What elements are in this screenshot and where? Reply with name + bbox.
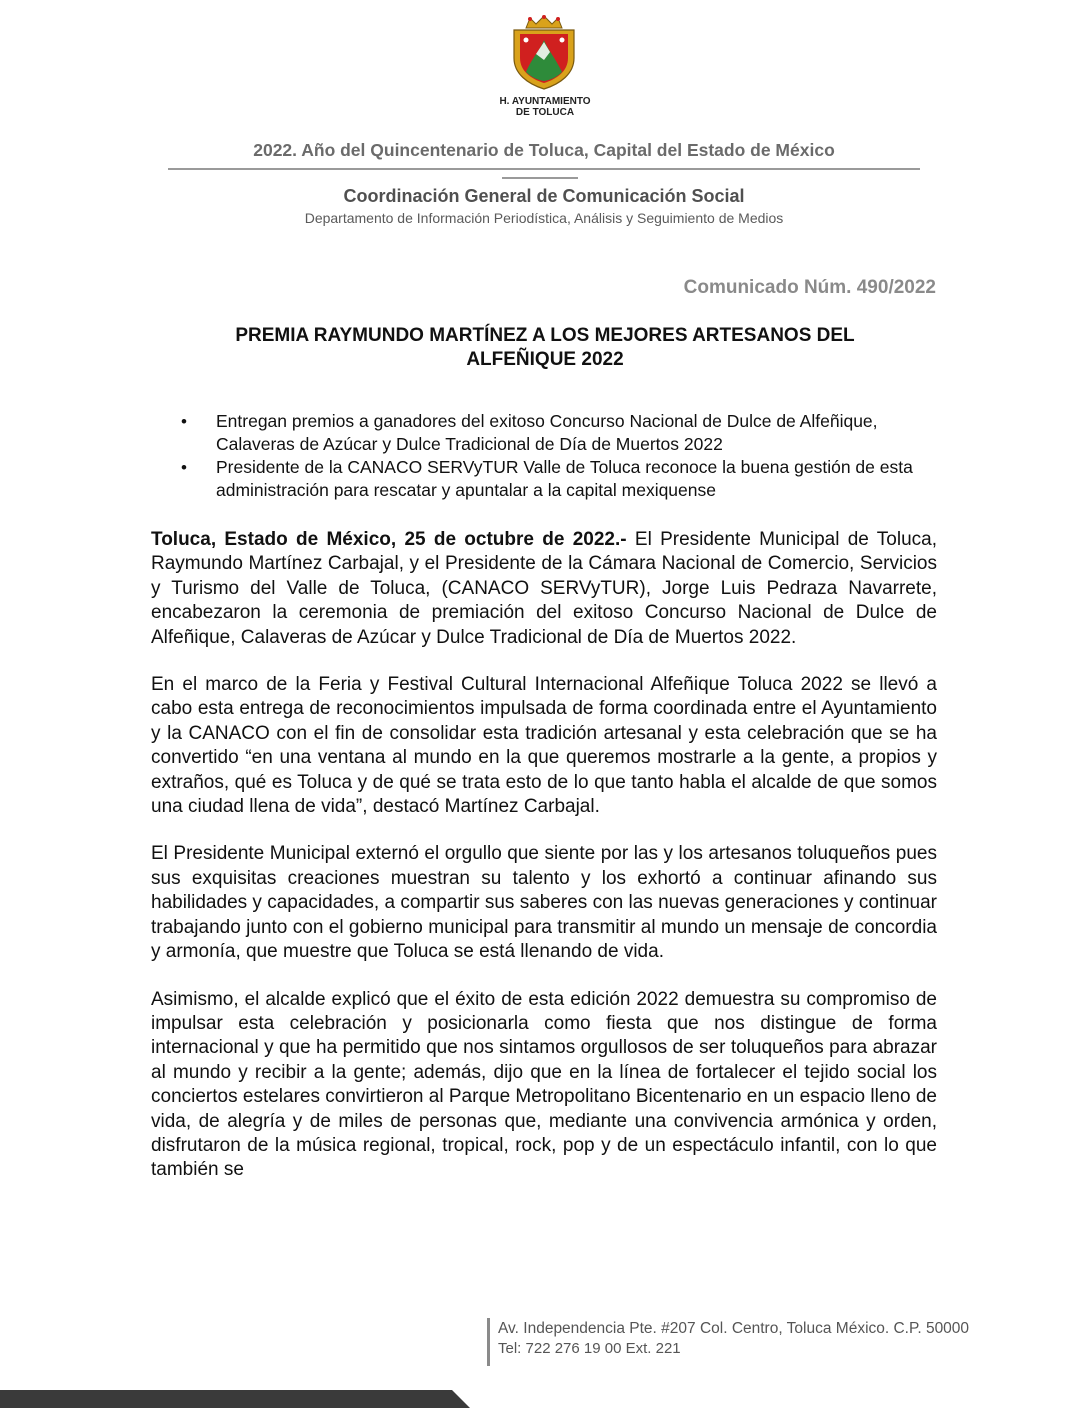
- header-divider: [168, 168, 920, 170]
- bullet-item: [178, 456, 938, 502]
- department-subtitle: Departamento de Información Periodística, Análisis y Seguimiento de Medios: [304, 210, 784, 226]
- crest-caption-line1: H. AYUNTAMIENTO: [499, 96, 591, 107]
- article-body: [151, 528, 937, 1206]
- footer-phone: Tel: 722 276 19 00 Ext. 221: [498, 1340, 681, 1357]
- bullet-icon: •: [181, 412, 187, 431]
- coordination-title: Coordinación General de Comunicación Social: [343, 186, 745, 206]
- footer-divider: [487, 1318, 490, 1366]
- paragraph-2: En el marco de la Feria y Festival Cultural Internacional Alfeñique Toluca 2022 se llevó a cabo esta entrega de reconocimientos impulsada de forma coordinada entre el Ayuntamiento y la CANACO con el fin de consolidar esta tradición artesanal y esta celebración que se ha convertido “en una ventana al mundo en la que queremos mostrarle a la gente, a propios y extraños, qué es Toluca y de qué se trata esto de lo que tanto habla el alcalde de que somos una ciudad llena de vida”, destacó Martínez Carbajal.: [151, 674, 937, 818]
- dateline: Toluca, Estado de México, 25 de octubre de 2022.-: [151, 529, 627, 550]
- footer-band: [0, 1388, 470, 1408]
- crest-caption-line2: DE TOLUCA: [515, 107, 575, 118]
- toluca-crest-logo: [504, 14, 584, 90]
- bullet-text: Presidente de la CANACO SERVyTUR Valle de Toluca reconoce la buena gestión de esta administración para rescatar y apuntalar a la capital mexiquense: [216, 457, 913, 500]
- paragraph-1-text: El Presidente Municipal de Toluca, Raymundo Martínez Carbajal, y el Presidente de la Cámara Nacional de Comercio, Servicios y Turismo del Valle de Toluca, (CANACO SERVyTUR), Jorge Luis Pedraza Navarrete, encabezaron la ceremonia de premiación del exitoso Concurso Nacional de Dulce de Alfeñique, Calaveras de Azúcar y Dulce Tradicional de Día de Muertos 2022.: [151, 529, 937, 648]
- year-motto: 2022. Año del Quincentenario de Toluca, Capital del Estado de México: [253, 140, 835, 160]
- bullet-text: Entregan premios a ganadores del exitoso Concurso Nacional de Dulce de Alfeñique, Calaveras de Azúcar y Dulce Tradicional de Día de Muertos 2022: [216, 411, 878, 454]
- paragraph-1: [151, 528, 937, 650]
- paragraph-3: El Presidente Municipal externó el orgullo que siente por las y los artesanos toluqueños pues sus exquisitas creaciones muestran su talento y los exhortó a continuar afinando sus habilidades y capacidades, a compartir sus saberes con las nuevas generaciones y continuar trabajando junto con el gobierno municipal para transmitir al mundo un mensaje de concordia y armonía, que muestre que Toluca se está llenando de vida.: [151, 843, 937, 963]
- bullet-icon: •: [181, 458, 187, 477]
- summary-bullets: [178, 410, 938, 502]
- paragraph-4: Asimismo, el alcalde explicó que el éxito de esta edición 2022 demuestra su compromiso de impulsar esta celebración y posicionarla como fiesta que nos distingue de forma internacional y que ha permitido que nos sintamos orgullosos de ser toluqueños para abrazar al mundo y recibir a la gente; además, dijo que en la línea de fortalecer el tejido social los conciertos estelares convirtieron al Parque Metropolitano Bicentenario en un espacio lleno de vida, de alegría y de miles de personas que, mediante una convivencia armónica y orden, disfrutaron de la música regional, tropical, rock, pop y de un espectáculo infantil, con lo que también se: [151, 988, 937, 1181]
- headline: PREMIA RAYMUNDO MARTÍNEZ A LOS MEJORES ARTESANOS DEL ALFEÑIQUE 2022: [235, 325, 855, 370]
- crest-caption: [470, 96, 620, 118]
- communique-number: Comunicado Núm. 490/2022: [683, 277, 936, 298]
- header-divider-accent: [502, 177, 578, 179]
- footer-address: Av. Independencia Pte. #207 Col. Centro, Toluca México. C.P. 50000: [498, 1320, 970, 1337]
- bullet-item: [178, 410, 938, 456]
